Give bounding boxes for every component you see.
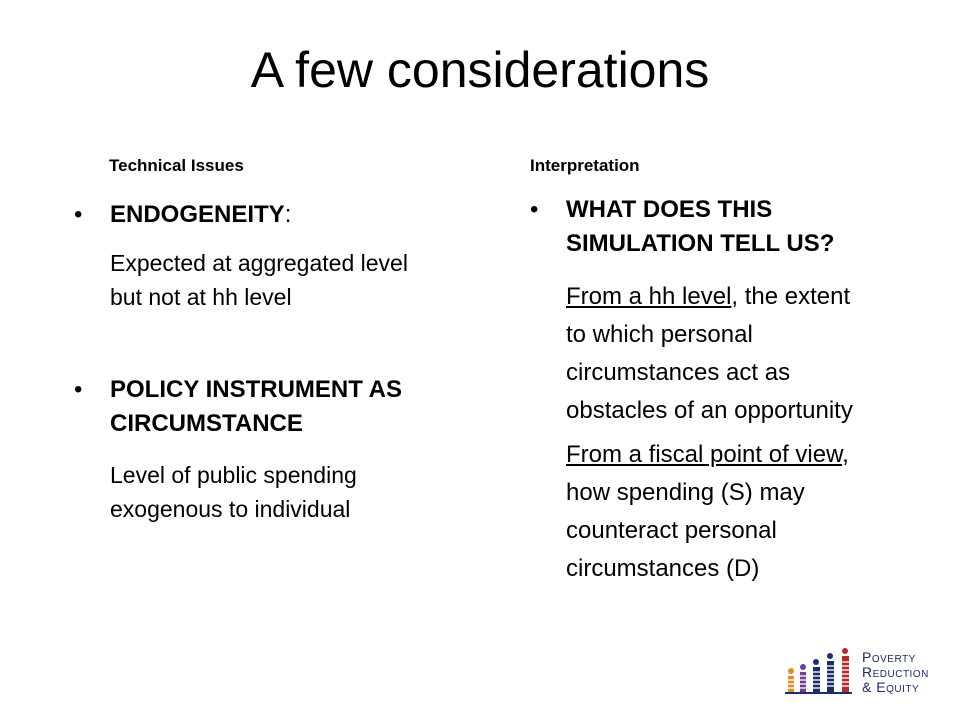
para-line: counteract personal (566, 517, 777, 544)
slide-title: A few considerations (250, 42, 710, 98)
underlined-phrase: From a fiscal point of view (566, 441, 843, 468)
bullet-label: POLICY INSTRUMENT AS (110, 376, 403, 403)
logo-line: Reduction (862, 664, 929, 680)
para-line: obstacles of an opportunity (566, 397, 853, 424)
bullet-label: CIRCUMSTANCE (110, 410, 303, 437)
para-line: circumstances (D) (566, 555, 760, 582)
simulation-paragraph-hh (566, 278, 853, 430)
policy-instrument-description (110, 458, 357, 526)
underlined-phrase: From a hh level (566, 283, 732, 310)
endogeneity-description (110, 246, 408, 314)
logo-figures-icon (785, 648, 852, 694)
right-column-heading: Interpretation (530, 156, 640, 175)
bullet-dot: • (74, 201, 83, 228)
bullet-label: ENDOGENEITY (110, 201, 285, 228)
poverty-reduction-equity-logo (783, 646, 858, 696)
desc-line: Level of public spending (110, 462, 357, 488)
para-text: , (842, 441, 849, 468)
para-text: , the extent (731, 283, 851, 310)
bullet-suffix: : (284, 201, 292, 228)
bullet-policy-instrument (74, 373, 403, 441)
bullet-label: WHAT DOES THIS (566, 196, 773, 223)
bullet-label: SIMULATION TELL US? (566, 230, 835, 257)
bullet-dot: • (74, 376, 83, 403)
logo-line: Poverty (862, 649, 916, 665)
left-column-heading: Technical Issues (109, 156, 244, 175)
bullet-simulation (530, 193, 835, 261)
simulation-paragraph-fiscal (566, 436, 849, 588)
bullet-dot: • (530, 196, 539, 223)
para-line: to which personal (566, 321, 753, 348)
desc-line: Expected at aggregated level (110, 250, 408, 276)
logo-text (862, 650, 929, 695)
para-line: how spending (S) may (566, 479, 805, 506)
para-line: circumstances act as (566, 359, 791, 386)
desc-line: exogenous to individual (110, 496, 351, 522)
desc-line: but not at hh level (110, 284, 292, 310)
bullet-endogeneity (74, 198, 292, 232)
logo-line: & Equity (862, 679, 920, 695)
